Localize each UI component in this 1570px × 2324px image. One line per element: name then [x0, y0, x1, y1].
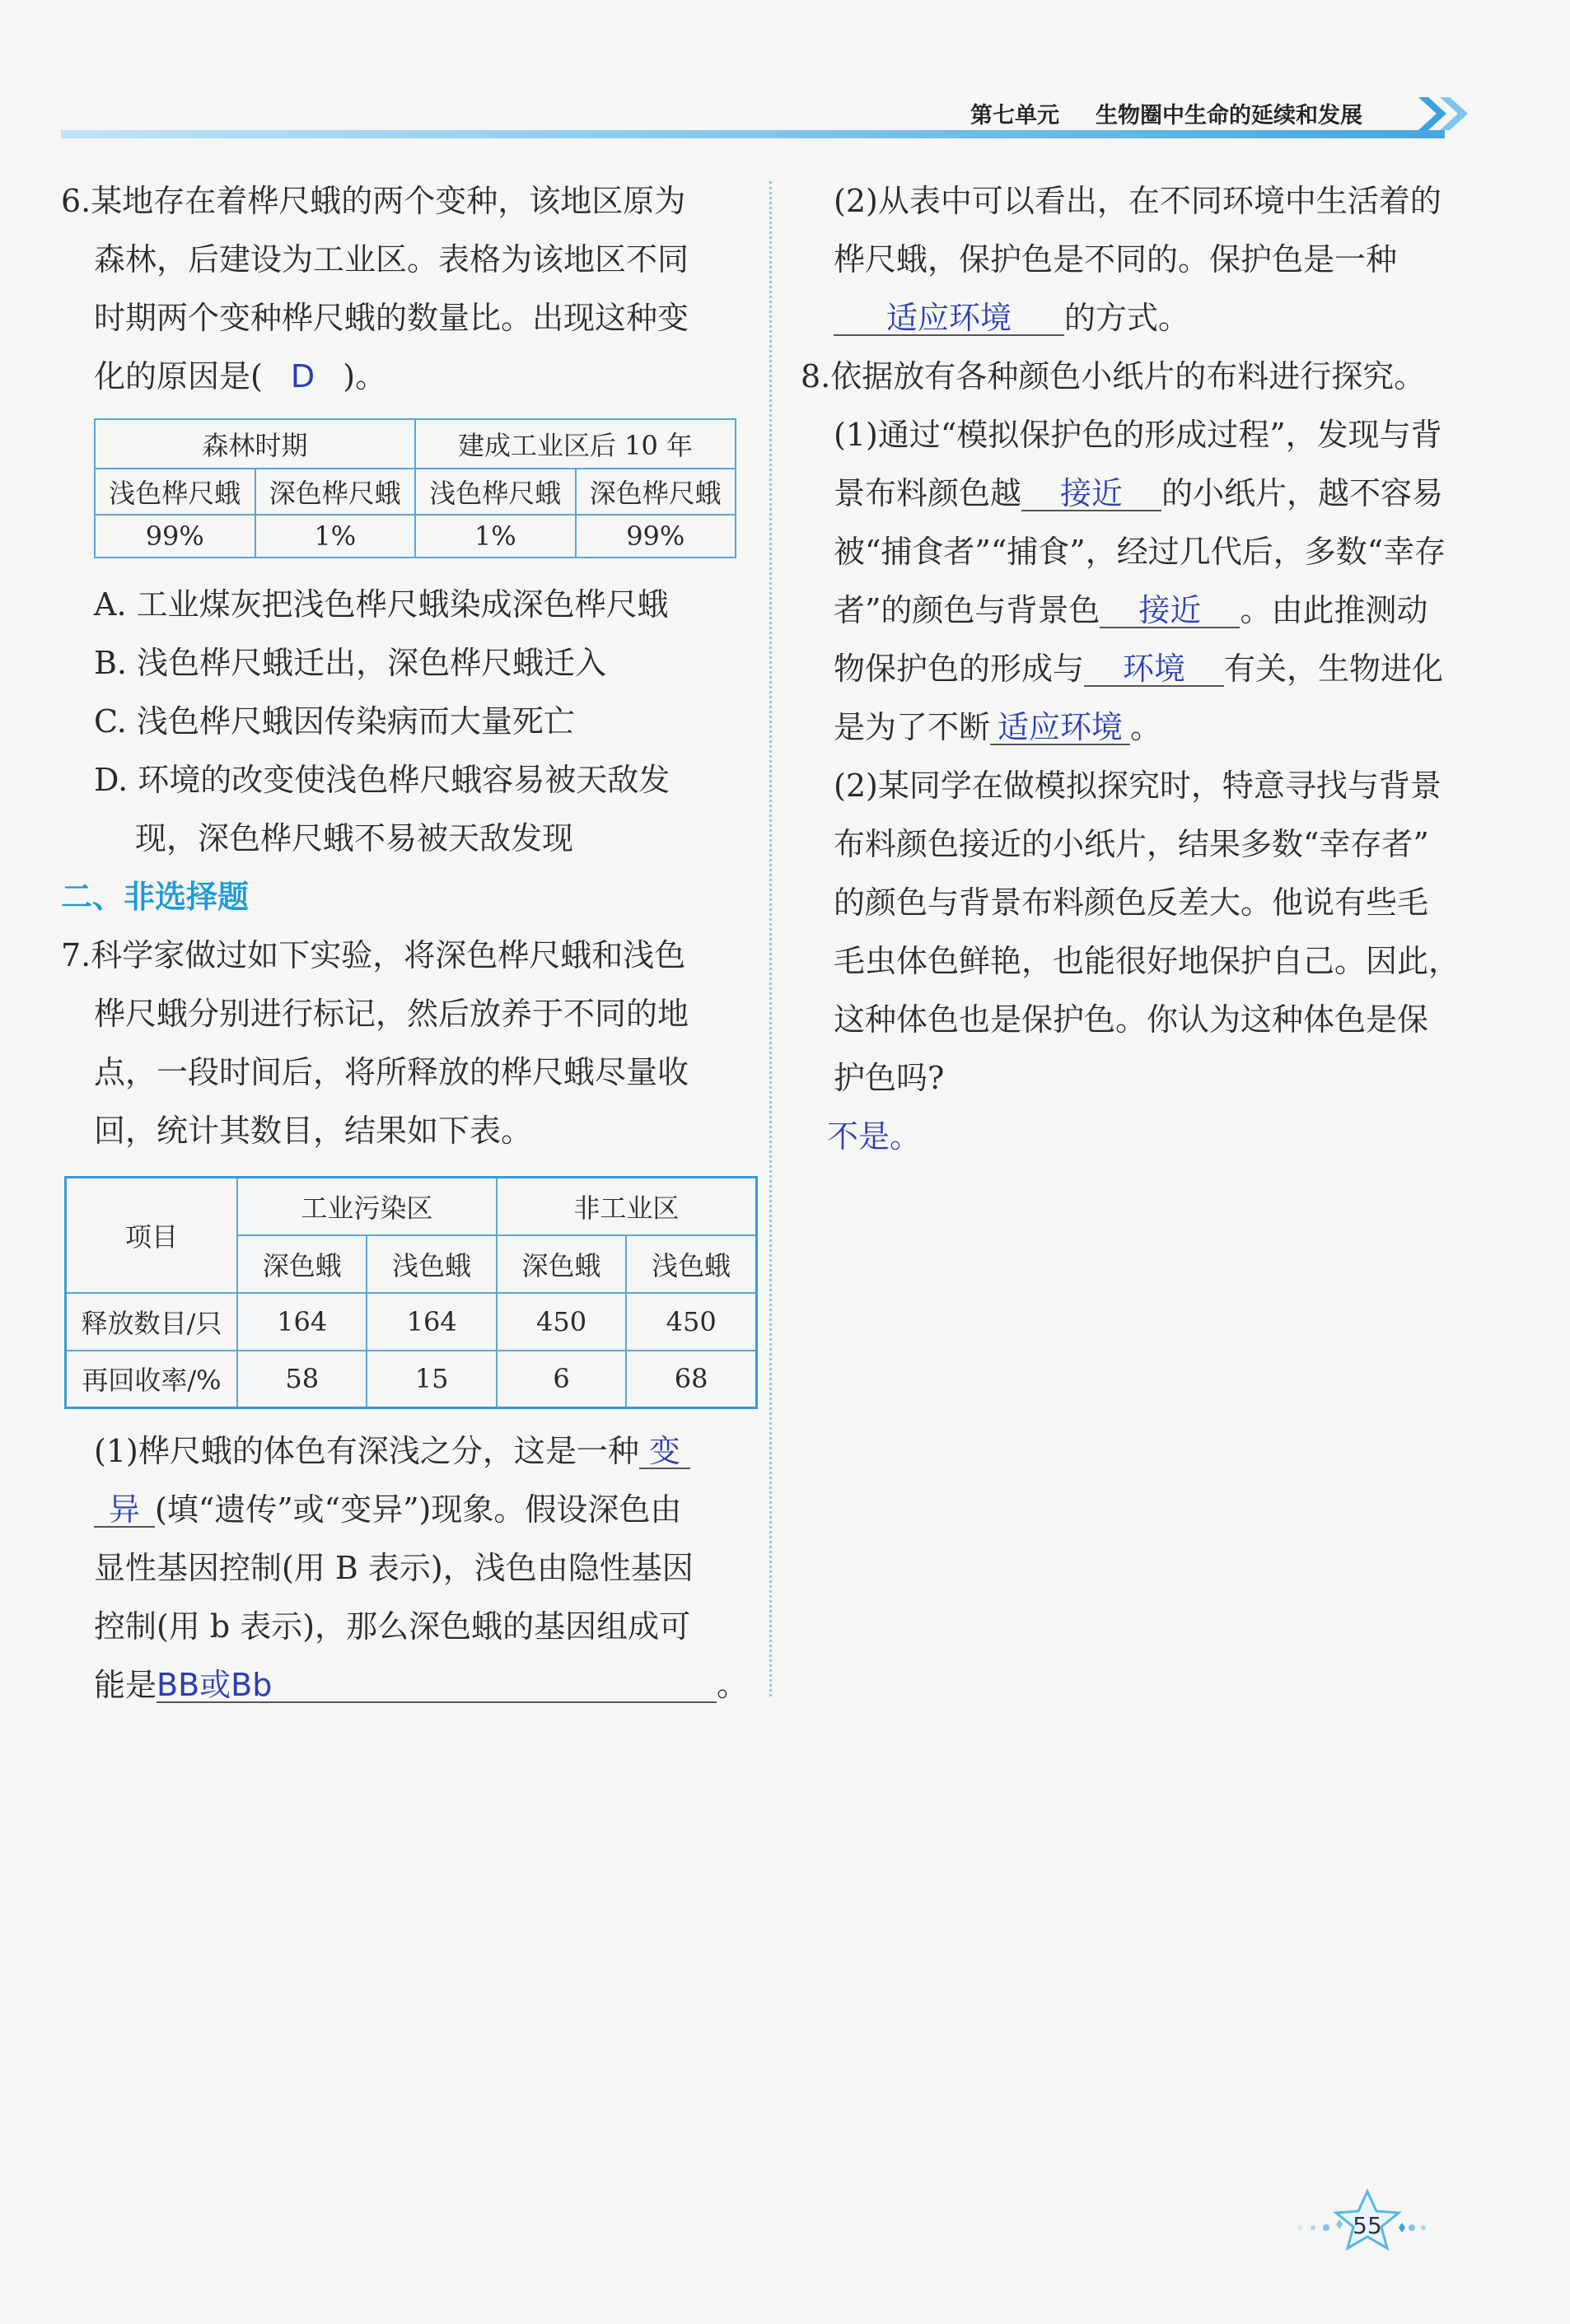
q8-p1-text: 者”的颜色与背景色 [834, 592, 1100, 628]
q7-line-1: 7.科学家做过如下实验，将深色桦尺蛾和浅色 [61, 937, 686, 973]
q6-option-a: A. 工业煤灰把浅色桦尺蛾染成深色桦尺蛾 [94, 586, 669, 623]
q6-subheader: 浅色桦尺蛾 [95, 469, 255, 515]
q6-option-c: C. 浅色桦尺蛾因传染病而大量死亡 [94, 703, 575, 740]
q6-question-prefix: 化的原因是( [94, 358, 263, 394]
q6-subheader: 浅色桦尺蛾 [415, 469, 576, 515]
q7-line-2: 桦尺蛾分别进行标记，然后放养于不同的地 [94, 996, 689, 1032]
q7-group-nonindustrial: 非工业区 [497, 1178, 757, 1235]
q7-group-industrial: 工业污染区 [237, 1178, 497, 1235]
q7-p1-text: 能是 [94, 1667, 157, 1703]
q7-cell: 6 [497, 1351, 626, 1408]
q7-subheader: 浅色蛾 [367, 1235, 496, 1293]
q8-line-0: 8.依据放有各种颜色小纸片的布料进行探究。 [801, 358, 1426, 394]
q6-subheader: 深色桦尺蛾 [255, 469, 416, 515]
q7-cell: 164 [237, 1293, 367, 1351]
q6-header-forest: 森林时期 [95, 419, 415, 469]
q7-p1-text: 。 [717, 1667, 749, 1703]
q7-subheader: 深色蛾 [497, 1235, 626, 1293]
section-heading: 二、非选择题 [61, 879, 250, 915]
q7-p1-line-3: 显性基因控制(用 B 表示)，浅色由隐性基因 [94, 1550, 694, 1586]
q8-p1-text: 有关，生物进化 [1224, 651, 1444, 687]
q8-p2-line-2: 布料颜色接近的小纸片，结果多数“幸存者” [834, 826, 1429, 862]
page-number: 55 [1353, 2212, 1382, 2239]
q7-p2-line-2: 桦尺蛾，保护色是不同的。保护色是一种 [834, 241, 1398, 278]
q7-row-label: 释放数目/只 [66, 1293, 238, 1351]
q8-p1-text: 是为了不断 [834, 709, 991, 745]
q7-subheader: 浅色蛾 [626, 1235, 756, 1293]
q7-cell: 15 [367, 1351, 496, 1408]
q6-line-4 [94, 358, 386, 394]
q7-p1-text: (填“遗传”或“变异”)现象。假设深色由 [155, 1491, 682, 1528]
q8-p2-line-4: 毛虫体色鲜艳，也能很好地保护自己。因此， [834, 943, 1460, 979]
q8-p1-answer-3: 环境 [1084, 651, 1224, 687]
q7-p1-text: (1)桦尺蛾的体色有深浅之分，这是一种 [94, 1433, 639, 1469]
q8-p1-line-2 [834, 475, 1443, 511]
q8-p1-answer-2: 接近 [1100, 592, 1240, 628]
table-row [66, 1351, 757, 1408]
q8-p1-text: 景布料颜色越 [834, 475, 1022, 511]
q7-p2-answer: 适应环境 [834, 300, 1064, 336]
column-divider [769, 181, 772, 1696]
q8-p2-line-1: (2)某同学在做模拟探究时，特意寻找与背景 [834, 768, 1442, 804]
q8-p1-text: 。由此推测动 [1240, 592, 1428, 628]
q7-p1-answer-part1: 变 [639, 1433, 690, 1469]
q7-table [64, 1176, 758, 1409]
q8-p1-line-6 [834, 709, 1161, 745]
q7-p1-genotype-answer: BB或Bb [157, 1667, 717, 1703]
header-title: 生物圈中生命的延续和发展 [1096, 103, 1362, 128]
q7-cell: 450 [497, 1293, 626, 1351]
q7-p2-text: 的方式。 [1064, 300, 1190, 336]
q7-p1-line-5 [94, 1667, 748, 1703]
q7-cell: 164 [367, 1293, 496, 1351]
q7-p1-line-1 [94, 1433, 690, 1469]
q7-cell: 58 [237, 1351, 367, 1408]
q7-subheader: 深色蛾 [237, 1235, 367, 1293]
q8-p1-line-3: 被“捕食者”“捕食”，经过几代后，多数“幸存 [834, 534, 1446, 570]
q7-row-label: 再回收率/% [66, 1351, 238, 1408]
q7-cell: 68 [626, 1351, 756, 1408]
q8-p1-text: 的小纸片，越不容易 [1161, 475, 1444, 511]
q6-option-b: B. 浅色桦尺蛾迁出，深色桦尺蛾迁入 [94, 645, 607, 681]
q6-question-suffix: )。 [343, 358, 387, 394]
q6-value: 1% [415, 515, 576, 558]
header-bar [61, 130, 1445, 138]
q7-item-header: 项目 [66, 1178, 238, 1293]
q7-p1-line-4: 控制(用 b 表示)，那么深色蛾的基因组成可 [94, 1608, 691, 1645]
q7-p2-line-3 [834, 300, 1189, 336]
q6-option-d-cont: 现，深色桦尺蛾不易被天敌发现 [135, 820, 574, 856]
q6-line-1: 6.某地存在着桦尺蛾的两个变种，该地区原为 [61, 183, 686, 219]
q6-line-2: 森林，后建设为工业区。表格为该地区不同 [94, 241, 689, 278]
q8-p2-line-5: 这种体色也是保护色。你认为这种体色是保 [834, 1001, 1429, 1038]
q6-table [94, 418, 736, 558]
header-unit: 第七单元 [970, 103, 1059, 128]
header-arrow-icon [1418, 92, 1474, 135]
q8-p1-answer-4: 适应环境 [990, 709, 1130, 745]
q8-p1-line-1: (1)通过“模拟保护色的形成过程”，发现与背 [834, 417, 1442, 453]
q8-p1-line-4 [834, 592, 1427, 628]
q7-line-3: 点，一段时间后，将所释放的桦尺蛾尽量收 [94, 1054, 689, 1090]
q8-p2-answer: 不是。 [827, 1118, 922, 1155]
q6-answer: D [290, 358, 315, 394]
q8-p2-line-6: 护色吗? [834, 1060, 945, 1096]
q7-p1-answer-part2: 异 [94, 1491, 155, 1528]
q6-value: 99% [95, 515, 255, 558]
q8-p1-line-5 [834, 651, 1443, 687]
q8-p1-answer-1: 接近 [1021, 475, 1161, 511]
q8-p1-text: 。 [1130, 709, 1162, 745]
q6-option-d: D. 环境的改变使浅色桦尺蛾容易被天敌发 [94, 762, 671, 798]
q6-value: 1% [255, 515, 416, 558]
q6-value: 99% [576, 515, 736, 558]
q6-header-industry: 建成工业区后 10 年 [415, 419, 736, 469]
q6-subheader: 深色桦尺蛾 [576, 469, 736, 515]
q7-cell: 450 [626, 1293, 756, 1351]
q7-line-4: 回，统计其数目，结果如下表。 [94, 1113, 533, 1149]
table-row [66, 1293, 757, 1351]
q8-p1-text: 物保护色的形成与 [834, 651, 1085, 687]
q7-p1-line-2 [94, 1491, 681, 1528]
q6-line-3: 时期两个变种桦尺蛾的数量比。出现这种变 [94, 300, 689, 336]
q8-p2-line-3: 的颜色与背景布料颜色反差大。他说有些毛 [834, 884, 1429, 921]
q7-p2-line-1: (2)从表中可以看出，在不同环境中生活着的 [834, 183, 1442, 219]
